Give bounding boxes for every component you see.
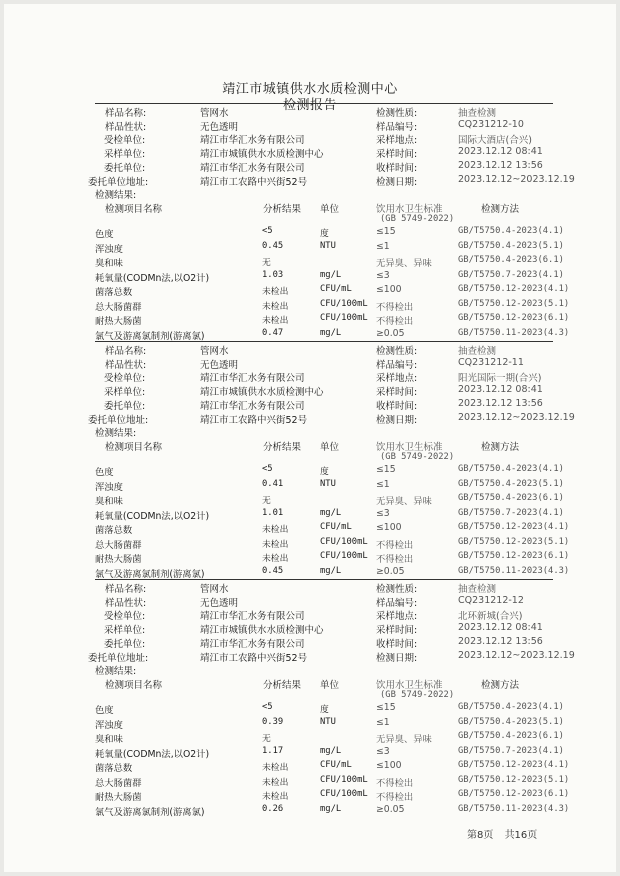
row-item: 臭和味 [95,496,123,507]
row-item: 耐热大肠菌 [95,316,142,327]
sample-status-label: 样品性状: [105,359,147,371]
row-method: GB/T5750.4-2023(5.1) [458,240,564,251]
sample-number-value: CQ231212-12 [458,594,524,606]
sample-name-value: 管网水 [200,346,229,357]
sample-name-label: 样品名称: [105,584,147,595]
row-unit: mg/L [320,327,342,338]
sampling-time-label: 采样时间: [376,625,418,637]
row-standard: 不得检出 [376,301,414,313]
row-method: GB/T5750.12-2023(5.1) [458,298,570,309]
row-standard: ≤1 [376,716,390,728]
sample-name-value: 管网水 [200,108,229,119]
row-item: 耗氧量(CODMn法,以O2计) [95,748,210,760]
row-item: 耗氧量(CODMn法,以O2计) [95,272,210,284]
row-method: GB/T5750.7-2023(4.1) [458,745,564,756]
row-result: 未检出 [262,287,289,297]
row-item: 总大肠菌群 [95,301,142,313]
section-top-rule [95,341,553,342]
sample-name-label: 样品名称: [105,108,147,119]
commissioner-address-label: 委托单位地址: [88,414,149,426]
sample-number-value: CQ231212-11 [458,356,524,368]
col-header-standard-sub: (GB 5749-2022) [380,214,455,224]
col-header-method: 检测方法 [481,680,520,691]
row-method: GB/T5750.4-2023(6.1) [458,493,564,503]
test-date-label: 检测日期: [376,652,418,664]
row-item: 浑浊度 [95,719,123,731]
row-unit: NTU [320,240,336,251]
col-header-result: 分析结果 [263,204,302,215]
sampling-unit-label: 采样单位: [104,387,146,399]
row-standard: ≤1 [376,240,390,252]
row-method: GB/T5750.4-2023(4.1) [458,702,564,712]
row-item: 耐热大肠菌 [95,554,142,565]
row-unit: mg/L [320,565,342,576]
row-method: GB/T5750.4-2023(6.1) [458,731,564,741]
test-type-value: 抽查检测 [458,346,497,357]
test-date-value: 2023.12.12~2023.12.19 [458,649,575,661]
row-standard: ≤1 [376,478,390,490]
client-unit-label: 受检单位: [104,135,146,147]
col-header-standard: 饮用水卫生标准 [376,680,443,691]
row-result: 未检出 [262,539,289,550]
row-result: 0.45 [262,565,284,576]
row-method: GB/T5750.7-2023(4.1) [458,269,564,280]
sample-number-label: 样品编号: [376,121,418,133]
sampling-site-label: 采样地点: [376,373,418,385]
row-unit: CFU/100mL [320,313,368,323]
client-unit-label: 受检单位: [104,373,146,385]
sampling-time-label: 采样时间: [376,149,418,161]
row-unit: 度 [320,705,329,715]
row-item: 浑浊度 [95,481,123,493]
col-header-standard: 饮用水卫生标准 [376,204,443,215]
sample-name-value: 管网水 [200,584,229,595]
row-result: 未检出 [262,777,289,788]
row-standard: ≥0.05 [376,803,405,815]
row-result: 0.26 [262,803,284,814]
col-header-method: 检测方法 [481,442,520,453]
row-method: GB/T5750.11-2023(4.3) [458,327,570,338]
commissioner-unit-value: 靖江市华汇水务有限公司 [200,162,305,174]
sampling-site-value: 国际大酒店(合兴) [458,135,532,147]
row-item: 总大肠菌群 [95,539,142,551]
test-date-label: 检测日期: [376,414,418,426]
row-unit: CFU/100mL [320,774,368,785]
col-header-item: 检测项目名称 [105,204,163,215]
row-result: 未检出 [262,792,289,802]
page-total: 共16页 [504,830,538,841]
results-heading: 检测结果: [95,666,137,677]
row-result: 未检出 [262,763,289,773]
commissioner-address-value: 靖江市工农路中兴街52号 [200,652,308,664]
sampling-time-value: 2023.12.12 08:41 [458,622,543,634]
row-method: GB/T5750.4-2023(4.1) [458,464,564,474]
row-standard: 不得检出 [376,792,414,803]
sampling-unit-value: 靖江市城镇供水水质检测中心 [200,387,324,399]
test-type-value: 抽查检测 [458,108,497,119]
commissioner-unit-value: 靖江市华汇水务有限公司 [200,400,305,412]
commissioner-unit-label: 委托单位: [104,400,146,412]
row-method: GB/T5750.4-2023(5.1) [458,478,564,489]
sample-number-label: 样品编号: [376,597,418,609]
sampling-time-value: 2023.12.12 08:41 [458,384,543,396]
row-standard: 不得检出 [376,777,414,789]
row-method: GB/T5750.11-2023(4.3) [458,803,570,814]
col-header-unit: 单位 [320,442,340,453]
row-standard: ≤3 [376,269,390,281]
row-item: 菌落总数 [95,763,133,774]
row-method: GB/T5750.12-2023(6.1) [458,313,570,323]
row-standard: 无异臭、异味 [376,734,432,745]
row-standard: 不得检出 [376,316,414,327]
row-standard: 无异臭、异味 [376,496,432,507]
client-unit-value: 靖江市华汇水务有限公司 [200,373,305,385]
test-date-label: 检测日期: [376,176,418,188]
sampling-site-value: 北环新城(合兴) [458,611,523,623]
row-result: 0.45 [262,240,284,251]
row-unit: 度 [320,467,329,477]
commissioner-address-value: 靖江市工农路中兴街52号 [200,414,308,426]
row-item: 色度 [95,467,114,478]
sample-status-value: 无色透明 [200,597,239,609]
section-top-rule [95,103,553,104]
row-item: 总大肠菌群 [95,777,142,789]
row-unit: NTU [320,716,336,727]
row-result: 未检出 [262,301,289,312]
row-unit: mg/L [320,269,342,280]
col-header-item: 检测项目名称 [105,680,163,691]
results-heading: 检测结果: [95,428,137,439]
sampling-site-label: 采样地点: [376,611,418,623]
row-standard: ≤15 [376,226,396,237]
row-standard: ≤100 [376,284,402,295]
receive-time-value: 2023.12.12 13:56 [458,159,543,171]
row-result: 无 [262,496,271,506]
row-unit: mg/L [320,507,342,518]
row-result: <5 [262,226,273,236]
row-result: 0.47 [262,327,284,338]
row-result: 1.01 [262,507,284,518]
row-unit: CFU/100mL [320,551,368,561]
row-result: 0.41 [262,478,284,489]
row-method: GB/T5750.12-2023(5.1) [458,774,570,785]
row-item: 耐热大肠菌 [95,792,142,803]
commissioner-unit-label: 委托单位: [104,162,146,174]
row-standard: ≤3 [376,507,390,519]
row-unit: CFU/mL [320,284,352,294]
page-footer [467,826,545,841]
row-item: 氯气及游离氯制剂(游离氯) [95,806,205,818]
row-standard: ≥0.05 [376,565,405,577]
sampling-time-value: 2023.12.12 08:41 [458,146,543,158]
org-title: 靖江市城镇供水水质检测中心 [222,82,398,97]
row-unit: mg/L [320,803,342,814]
row-item: 臭和味 [95,258,123,269]
row-method: GB/T5750.7-2023(4.1) [458,507,564,518]
row-item: 菌落总数 [95,525,133,536]
row-item: 耗氧量(CODMn法,以O2计) [95,510,210,522]
sampling-unit-label: 采样单位: [104,625,146,637]
sampling-unit-value: 靖江市城镇供水水质检测中心 [200,625,324,637]
sample-number-label: 样品编号: [376,359,418,371]
sample-status-value: 无色透明 [200,359,239,371]
row-standard: 不得检出 [376,554,414,565]
row-unit: CFU/100mL [320,298,368,309]
row-standard: 无异臭、异味 [376,258,432,269]
sampling-unit-value: 靖江市城镇供水水质检测中心 [200,149,324,161]
test-date-value: 2023.12.12~2023.12.19 [458,173,575,185]
client-unit-value: 靖江市华汇水务有限公司 [200,135,305,147]
col-header-result: 分析结果 [263,680,302,691]
commissioner-address-label: 委托单位地址: [88,652,149,664]
row-item: 色度 [95,229,114,240]
row-result: 1.03 [262,269,284,280]
commissioner-address-label: 委托单位地址: [88,176,149,188]
row-unit: CFU/100mL [320,536,368,547]
row-standard: ≤100 [376,522,402,533]
col-header-standard-sub: (GB 5749-2022) [380,452,455,462]
col-header-standard-sub: (GB 5749-2022) [380,690,455,700]
row-standard: ≤3 [376,745,390,757]
row-item: 氯气及游离氯制剂(游离氯) [95,568,205,580]
col-header-unit: 单位 [320,680,340,691]
sampling-site-value: 阳光国际一期(合兴) [458,373,542,385]
row-method: GB/T5750.4-2023(6.1) [458,255,564,265]
row-item: 浑浊度 [95,243,123,255]
row-result: <5 [262,702,273,712]
commissioner-unit-label: 委托单位: [104,638,146,650]
row-result: <5 [262,464,273,474]
row-method: GB/T5750.12-2023(4.1) [458,284,570,294]
receive-time-label: 收样时间: [376,638,418,650]
sample-number-value: CQ231212-10 [458,118,524,130]
col-header-item: 检测项目名称 [105,442,163,453]
receive-time-label: 收样时间: [376,400,418,412]
receive-time-value: 2023.12.12 13:56 [458,635,543,647]
test-type-label: 检测性质: [376,346,418,357]
row-result: 未检出 [262,316,289,326]
row-standard: ≤15 [376,702,396,713]
commissioner-unit-value: 靖江市华汇水务有限公司 [200,638,305,650]
client-unit-label: 受检单位: [104,611,146,623]
row-unit: CFU/100mL [320,789,368,799]
col-header-standard: 饮用水卫生标准 [376,442,443,453]
row-method: GB/T5750.12-2023(5.1) [458,536,570,547]
sampling-time-label: 采样时间: [376,387,418,399]
test-type-label: 检测性质: [376,584,418,595]
results-heading: 检测结果: [95,190,137,201]
receive-time-label: 收样时间: [376,162,418,174]
row-result: 1.17 [262,745,284,756]
report-title: 检测报告 [282,98,337,113]
col-header-method: 检测方法 [481,204,520,215]
row-standard: ≤100 [376,760,402,771]
client-unit-value: 靖江市华汇水务有限公司 [200,611,305,623]
row-method: GB/T5750.12-2023(4.1) [458,522,570,532]
row-standard: ≥0.05 [376,327,405,339]
row-item: 臭和味 [95,734,123,745]
row-method: GB/T5750.4-2023(4.1) [458,226,564,236]
row-method: GB/T5750.12-2023(6.1) [458,551,570,561]
row-method: GB/T5750.12-2023(4.1) [458,760,570,770]
sample-status-label: 样品性状: [105,597,147,609]
row-item: 色度 [95,705,114,716]
row-result: 无 [262,734,271,744]
row-unit: 度 [320,229,329,239]
row-unit: NTU [320,478,336,489]
row-result: 未检出 [262,554,289,564]
row-standard: ≤15 [376,464,396,475]
col-header-result: 分析结果 [263,442,302,453]
row-unit: CFU/mL [320,522,352,532]
row-unit: mg/L [320,745,342,756]
row-result: 0.39 [262,716,284,727]
sampling-unit-label: 采样单位: [104,149,146,161]
row-standard: 不得检出 [376,539,414,551]
page-number: 第8页 [467,830,494,841]
row-item: 氯气及游离氯制剂(游离氯) [95,330,205,342]
section-top-rule [95,579,553,580]
test-type-label: 检测性质: [376,108,418,119]
test-date-value: 2023.12.12~2023.12.19 [458,411,575,423]
sample-status-label: 样品性状: [105,121,147,133]
sampling-site-label: 采样地点: [376,135,418,147]
row-unit: CFU/mL [320,760,352,770]
row-method: GB/T5750.4-2023(5.1) [458,716,564,727]
sample-name-label: 样品名称: [105,346,147,357]
commissioner-address-value: 靖江市工农路中兴街52号 [200,176,308,188]
col-header-unit: 单位 [320,204,340,215]
row-result: 无 [262,258,271,268]
row-result: 未检出 [262,525,289,535]
sample-status-value: 无色透明 [200,121,239,133]
receive-time-value: 2023.12.12 13:56 [458,397,543,409]
row-method: GB/T5750.11-2023(4.3) [458,565,570,576]
test-type-value: 抽查检测 [458,584,497,595]
row-method: GB/T5750.12-2023(6.1) [458,789,570,799]
row-item: 菌落总数 [95,287,133,298]
